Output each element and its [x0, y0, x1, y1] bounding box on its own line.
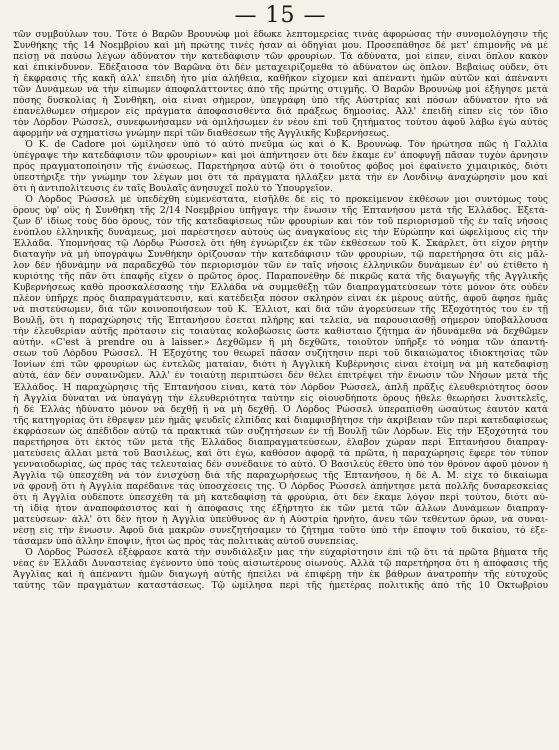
text-line: νέας ἐν Ἑλλάδι Δυναστείας ἐγένοντο ὑπὸ τοὺς αἰσιωτέρους οἰωνούς. Ἀλλὰ τῷ παρετήρησα ὅτι ἡ ἀπόφασις τῆς [13, 558, 548, 569]
text-line: ὑπεστήριξε τὴν γνώμην τον λέγων μοι ὅτι τὰ πράγματα ἠλλάξεν μετὰ τὴν ἐν Λονδίνῳ ἀναχώρησίν μου καὶ [13, 173, 548, 184]
text-line: Βουλῇ, ὅτι ἡ παραχώρησις τῆς Ἑπτανήσου ἔσεται πλήρης καὶ τελεία, νὰ παρουσιασθῇ σήμερον ὑποβάλλουσα [13, 316, 548, 327]
text-line: πρὸς πραγματοποίησιν τῆς ἑνώσεως. Παρετήρησα αὐτῷ ὅτι ὁ τοιοῦτος φόβος μοὶ ἐφαίνετο χιμαιρικός, διότι [13, 162, 548, 173]
text-line: αὐτὰ, ἐὰν δὲν συναινῶμεν. Ἀλλ' ἐν τοιαύτῃ περιπτώσει δὲν θέλει ἐπιτρέψει τὴν ἕνωσιν τῶν Νήσων μετὰ τῆς [13, 371, 548, 382]
text-line: ταύτης τῶν πραγμάτων καταστάσεως. Τῷ ὡμίλησα περὶ τῆς ἡμετέρας πολιτικῆς ἀπὸ τῆς 10 Ὀκτωβρίου [13, 580, 548, 591]
text-line: τάσαμεν ὑπὸ ἄλλην ἔποψιν, ἤτοι ὡς πρὸς τὰς πολιτικὰς αὐτοῦ συνεπείας. [13, 536, 359, 547]
text-line: πλέον ὑπῆρχε πρὸς διαπραγμάτευσιν, καὶ κατέδειξα πόσον σκληρὸν εἶναι ἐκ μέρους αὐτῆς, ἀφοῦ ἄφησε ἡμᾶς [13, 294, 548, 305]
text-line: τῶν Δυνάμεων νὰ τὴν εἴπωμεν ἀποφαλάττοντες ἀπὸ τῆς πρώτης στιγμῆς. Ὁ Βαρῶν Βρουνὼφ μοὶ ἐξήγησε μετὰ [13, 85, 548, 96]
text-line: νὰ πιστεύσωμεν, διὰ τῶν κοινοποιήσεων τοῦ Κ. Ἔλλιοτ, καὶ διὰ τῶν ἀγορεύσεων τῆς Ἐξοχότητός του ἐν τῇ [13, 305, 548, 316]
text-line: ματεύσεων· ἀλλ' ὅτι δὲν ἦτον ἡ Ἀγγλία ὑπεύθυνος ἂν ἡ Αὐστρία ἠρνήτο, ἄνευ τῶν τεθέντων ὅρων, νὰ συναι- [13, 514, 548, 525]
text-line: νὰ φρονῇ ὅτι ἡ Ἀγγλία παρέδαινε τὰς ὑποσχέσεις της. Ὁ Λόρδος Ῥώσσελ ἀπήντησε μετὰ πολλῆς δυσαρεσκείας [13, 481, 548, 492]
text-line: ζων δ' ἰδίως τοὺς δύο ὅρους, τὸν τῆς κατεδαφίσεως τῶν φρουρίων καὶ τὸν τοῦ περιορισμοῦ τῆς ἐν ταῖς νήσοις [13, 217, 548, 228]
text-line: λον δὲν ἠδυνάμην νὰ παραδεχθῶ τὸν περιορισμὸν τῶν ἐν ταῖς νήσοις ἑλληνικῶν δυνάμεων ἐν' οὐ ἐτίθετο ἡ [13, 261, 548, 272]
text-line: Ὁ Λόρδος Ῥώσσελ ἐξέφρασε κατὰ τὴν συνδιάλεξιν μας τὴν εὐχαρίστησιν ἐπὶ τῷ ὅτι τὰ πρῶτα βήματα τῆς [25, 547, 548, 558]
text-line: τὴ ἰδίᾳ ἦτον ἀναποφάσιστος καὶ ἡ ἀπόφασις της ἐξήρτητο ἐκ τῶν μετὰ τῶν ἄλλων Δυνάμεων διαπραγ- [13, 503, 548, 514]
text-line: ὅτι ἡ ἀντιπολίτευσις ἐν ταῖς Βουλαῖς ἀνησυχεῖ πολὺ τὸ Ὑπουργεῖον. [13, 184, 333, 195]
text-line: Ἀγγλία τῷ ὑπεσχέθη νὰ τὸν ἐνισχύσῃ διὰ τῆς παραχωρήσεως τῆς Ἑπτανήσου, ἡ δὲ Α. Μ. εἶχε τὸ δικαίωμα [13, 470, 548, 481]
text-line: Ἑλλάδα. Ὑπομνήσας τῷ Λόρδῳ Ῥώσσελ ὅτι ἦθη ἐγνώριζεν ἐκ τῶν ἐκθέσεων τοῦ Κ. Σκάρλετ, ὅτι εἴχον ῥητὴν [13, 239, 548, 250]
text-line: τὸν Λόρδον Ῥώσσελ, συνεφωνήσαμεν νὰ ὁμιλήσωμεν ἐν νέου ἐπὶ τοῦ ζητήματος τούτου ἀφοῦ λάβω ἐγὼ αὐτὸς [13, 118, 548, 129]
text-line: ἡ ἔκφρασις τῆς κακῆ ἀλλ' ἐπειδὴ ἦτο μία ἀλήθεια, καθῆκον εἴχομεν καὶ ἀπέναντι ἡμῶν αὐτῶν καὶ ἀπέναντι [13, 74, 548, 85]
text-line: τῆς κατηγορίας ὅτι ἔθρεψεν μὲν ἡμᾶς ψευδεῖς ἐλπίδας καὶ διαμφισβήτησε τὴν ἀκρίβειαν τῶν περὶ κατεδαφίσεως [13, 415, 548, 426]
text-line: ματεύσεις ἄλλαι μετὰ τοῦ Βασιλέως, καὶ ὅτι ἐγὼ, καθόσον ἀφορᾷ τὰ πρῶτα, ἡ παραχώρησις ἔφερε τὸν τύπον [13, 448, 548, 459]
text-line: Ἑλλάδος. Ἡ παραχώρησις τῆς Ἑπτανήσου εἶναι, κατὰ τὸν Λόρδον Ῥώσσελ, ἁπλῆ πρᾶξις ἐλευθεριότητος ὅσον [13, 382, 548, 393]
text-line: παρετήρησα ὅτι ἐκτὸς τῶν μετὰ τῆς Ἑλλάδος διαπραγματεύσεων, ἔλαβον χώραν περὶ Ἑπτανήσου διαπραγ- [13, 437, 548, 448]
text-line: νέσῃ εἰς τὴν ἕνωσιν. Ἀφοῦ διὰ μακρῶν συνεζητήσαμεν τὸ ζήτημα τοῦτο ὑπὸ τὴν ἔποψιν τοῦ δικαίου, τὸ ἐξε- [13, 525, 548, 536]
text-line: Ἰονίων ἐπὶ τῶν φρουρίων ὡς ἐντελῶς ματαίαν, διότι ἡ Ἀγγλικὴ Κυβέρνησις εἶναι ἑτοίμη νὰ μὴ κατεδαφίσῃ [13, 360, 548, 371]
page-number: — 15 — [234, 3, 327, 28]
text-line: γενναιοδωρίας, ὡς πρὸς τὰς τελευταίας δὲν συνέδαινε τὸ αὐτό. Ὁ Βασιλεὺς ἔθετο ὑπὸ τὸν θρόνον ἀφοῦ μόνον ἡ [13, 459, 548, 470]
text-line: ὅτι ἡ Ἀγγλία οὐδέποτε ὑπεσχέθη τὰ μὴ κατεδαφίσῃ τὰ φρούρια, ὅτι δὲν ἔκαμε λόγον περὶ τούτου, διότι αὐ- [13, 492, 548, 503]
text-line: Ὁ Λόρδος Ῥώσσελ μὲ ὑπεδέχθη εὐμενέστατα, εἰσῆλθε δὲ εἰς τὸ προκείμενον ἐκθέσων μοι συντόμως τοὺς [25, 195, 548, 206]
text-line: κυριότης τῆς πᾶν ὅτι ἐπαφῆς εἴχεν ὁ πρῶτος ὅρος. Παραπονέθην δὲ πικρῶς κατὰ τῆς διαγωγῆς τῆς Ἀγγλικῆς [13, 272, 548, 283]
text-line: Συνθήκης τῆς 14 Νοεμβρίου καὶ μὴ πρώτης τινὲς ἦσαν αἱ ὁδηγίαι μου. Προσεπάθησε δὲ μετ' ἐπιμονῆς νὰ μὲ [13, 41, 548, 52]
text-line: ἡ Ἀγγλία δύναται νὰ ὑπαγάγῃ τὴν ἐλευθεριότητα ταύτην εἰς οἱουσδήποτε ὅρους ἤθελε θεωρήσει λυσιτελεῖς, [13, 393, 548, 404]
text-line: διαταγὴν νὰ μὴ ὑπογράψω Συνθήκην ὁρίζουσαν τὴν κατεδάφισιν τῶν φρουρίων, τῷ παρετήρησα ὅτι εἰς μᾶλ- [13, 250, 548, 261]
text-line: αὐτήν. «C'est à prendre ou à laisser.» Δεχθῶμεν ἢ μὴ δεχθῶτε, τοιοῦτον ὑπῆρξε τὸ νόημα τῶν ἀπαντή- [13, 338, 548, 349]
text-line: Κυβερνήσεως καθὸ προσκαλέσασης τὴν Ἑλλάδα νὰ συμμεθέξῃ τῶν διαπραγματεύσεων τότε μόνον ὅτε οὐδὲν [13, 283, 548, 294]
text-line: ἐκφράσεων ὡς ἀπέδιδον αὐτῷ τὰ πρακτικὰ τῶν συζητήσεων ἐν τῇ Βουλῇ τῶν Λόρδων. Εἰς τὴν Ἐξοχότητά του [13, 426, 548, 437]
text-line: τῶν συμβούλων του. Τότε ὁ Βαρῶν Βρουνὼφ μοὶ ἔδωκε λεπτομερείας τινὰς ἀφορώσας τὴν συνομολόγησιν τῆς [13, 30, 548, 40]
text-line: ὑπέγραψε τὴν κατεδάφισιν τῶν φρουρίων» καὶ μοὶ ἀπήντησεν ὅτι δὲν ἔκαμε ἐν' ἀποφυγῇ πᾶσαν τυχὸν ἄρνησιν [13, 151, 548, 162]
text-line: Ἀγγλίας καὶ ἡ ἀπέναντι ἡμῶν διαγωγὴ αὐτῆς ἠπείλει νὰ ἐπιφέρῃ τὴν ἐκ βάθρων ἀνατροπὴν τῆς εὐτυχοῦς [13, 569, 548, 580]
text-line: πείσῃ νὰ παύσω λέγων ἀδύνατον τὴν κατεδάφισιν τῶν φρουρίων. Τὰ ἀδύνατα, μοὶ εἶπεν, εἶναι ὅπλον κακὸν [13, 52, 548, 63]
text-line: τὴν ἐλευθερίαν αὐτῆς πρότασιν εἰς τοιαύτας κολοβώσεις ὥστε καθίσταιο ζήτημα ἂν ἠδυνάμεθα νὰ δεχθῶμεν [13, 327, 548, 338]
text-line: πόσης δυσκολίας ἡ Συνθήκη, οἷα εἶναι σήμερον, ὑπεγράφη ὑπὸ τῆς Αὐστρίας καὶ πόσων ἀδύνατον ἦτο νὰ [13, 96, 548, 107]
text-line: σεων τοῦ Λόρδου Ῥώσσελ. Ἡ Ἐξοχότης του θεωρεῖ πᾶσαν συζήτησιν περὶ τοῦ δικαιώματος ἰδιοκτησίας τῶν [13, 349, 548, 360]
body-text [13, 30, 548, 592]
text-line: καὶ ἐπικίνδυνον. Ἐδέξαιοσα τὸν Βαρῶνα ὅτι δὲν μεταχειρίζομεθα τὸ ἀδύνατον ὡς ὅπλον. Βεβαίως οὐδεν, ὅτι [13, 63, 548, 74]
text-line: ἀφορμὴν νὰ σχηματίσω γνώμην περὶ τῶν διαθέσεων τῆς Ἀγγλικῆς Κυβερνήσεως. [13, 129, 390, 140]
page-header [13, 3, 548, 33]
text-line: ἐπανέλθωμεν σήμερον εἰς πράγματα ἀποφασισθέντα διὰ πράξεως δημοσίας. Ἀλλ' ἐπειδὴ εἶπεν εἰς τὸν ἴδιο [13, 107, 548, 118]
text-line: ἡ δὲ Ἑλλὰς ἠδύνατο μόνον νὰ δεχθῇ ἢ νὰ μὴ δεχθῇ. Ὁ Λόρδος Ῥώσσελ ὑπεραπίσθη ὡσαύτως ἑαυτὸν κατὰ [13, 404, 548, 415]
text-line: ἐνόπλου ἑλληνικῆς δυνάμεως, μοὶ παρέστησεν αὐτοὺς ὡς ἀναγκαίους εἰς τὴν Εὐρώπην καὶ ὠφελίμους εἰς τὴν [13, 228, 548, 239]
text-line: Ὁ Κ. de Cadore μοὶ ὡμίλησεν ὑπὸ τὸ αὐτὸ πνεῦμα ὡς καὶ ὁ Κ. Βρουνὼφ. Τὸν ἠρώτησα πῶς ἡ Γαλλία [25, 140, 548, 151]
text-line: ὅρους ὑφ' οὓς ἡ Συνθήκη τῆς 2/14 Νοεμβρίου ὑπῆγαγε τὴν ἕνωσιν τῆς Ἑπτανήσου μετὰ τῆς Ἑλλάδος. Ἐξετά- [13, 206, 548, 217]
